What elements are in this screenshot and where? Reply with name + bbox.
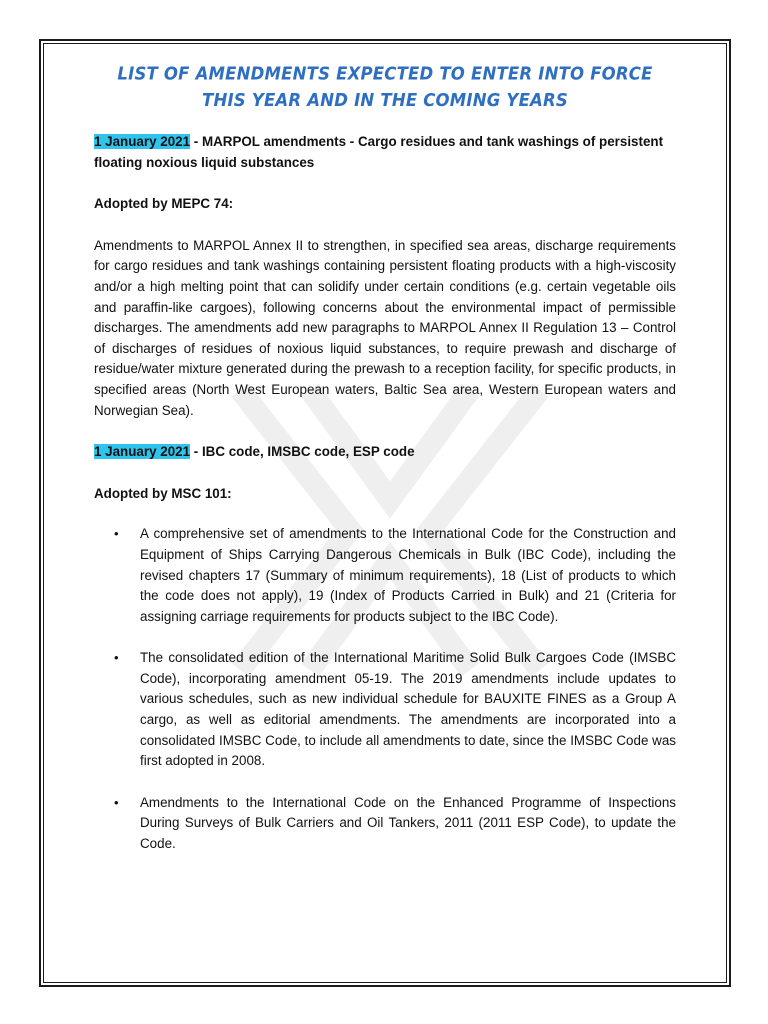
list-item xyxy=(94,524,676,627)
bullet-icon: • xyxy=(114,650,119,666)
section1-heading xyxy=(94,132,676,173)
document-title: LIST OF AMENDMENTS EXPECTED TO ENTER INTO FORCE THIS YEAR AND IN THE COMING YEARS xyxy=(117,63,653,111)
list-item-text: The consolidated edition of the International Maritime Solid Bulk Cargoes Code (IMSBC Code), incorporating amendment 05-19. The 2019 amendments include updates to various schedules, such as new individual schedule for BAUXITE FINES as a Group A cargo, as well as editorial amendments. The amendments are incorporated into a consolidated IMSBC Code, to include all amendments to date, since the IMSBC Code was first adopted in 2008. xyxy=(140,650,676,769)
section2-heading xyxy=(94,442,676,463)
bullet-icon: • xyxy=(114,526,119,542)
list-item xyxy=(94,793,676,855)
section1-adopted-by: Adopted by MEPC 74: xyxy=(94,196,234,212)
section1-heading-text: - MARPOL amendments - Cargo residues and tank washings of persistent floating noxious liquid substances xyxy=(94,134,664,170)
list-item-text: A comprehensive set of amendments to the International Code for the Construction and Equipment of Ships Carrying Dangerous Chemicals in Bulk (IBC Code), including the revised chapters 17 (Summary of minimum requirements), 18 (List of products to which the code does not apply), 19 (Index of Products Carried in Bulk) and 21 (Criteria for assigning carriage requirements for products subject to the IBC Code). xyxy=(140,526,676,624)
list-item xyxy=(94,648,676,772)
list-item-text: Amendments to the International Code on the Enhanced Programme of Inspections During Surveys of Bulk Carriers and Oil Tankers, 2011 (2011 ESP Code), to update the Code. xyxy=(140,794,676,852)
section2-heading-text: - IBC code, IMSBC code, ESP code xyxy=(190,444,415,460)
document-content xyxy=(94,62,676,876)
bullet-icon: • xyxy=(114,794,119,810)
section2-bullet-list xyxy=(94,524,676,854)
section2-date-highlight: 1 January 2021 xyxy=(94,444,191,460)
section1-body: Amendments to MARPOL Annex II to strengthen, in specified sea areas, discharge requirements for cargo residues and tank washings containing persistent floating products with a high-viscosity and/or a high melting point that can solidify under certain conditions (e.g. certain vegetable oils and paraffin-like cargoes), following concerns about the environmental impact of permissible discharges. The amendments add new paragraphs to MARPOL Annex II Regulation 13 – Control of discharges of residues of noxious liquid substances, to require prewash and discharge of residue/water mixture generated during the prewash to a reception facility, for specific products, in specified areas (North West European waters, Baltic Sea area, Western European waters and Norwegian Sea). xyxy=(94,237,676,418)
section1-date-highlight: 1 January 2021 xyxy=(94,134,191,149)
section2-adopted-by: Adopted by MSC 101: xyxy=(94,485,232,501)
